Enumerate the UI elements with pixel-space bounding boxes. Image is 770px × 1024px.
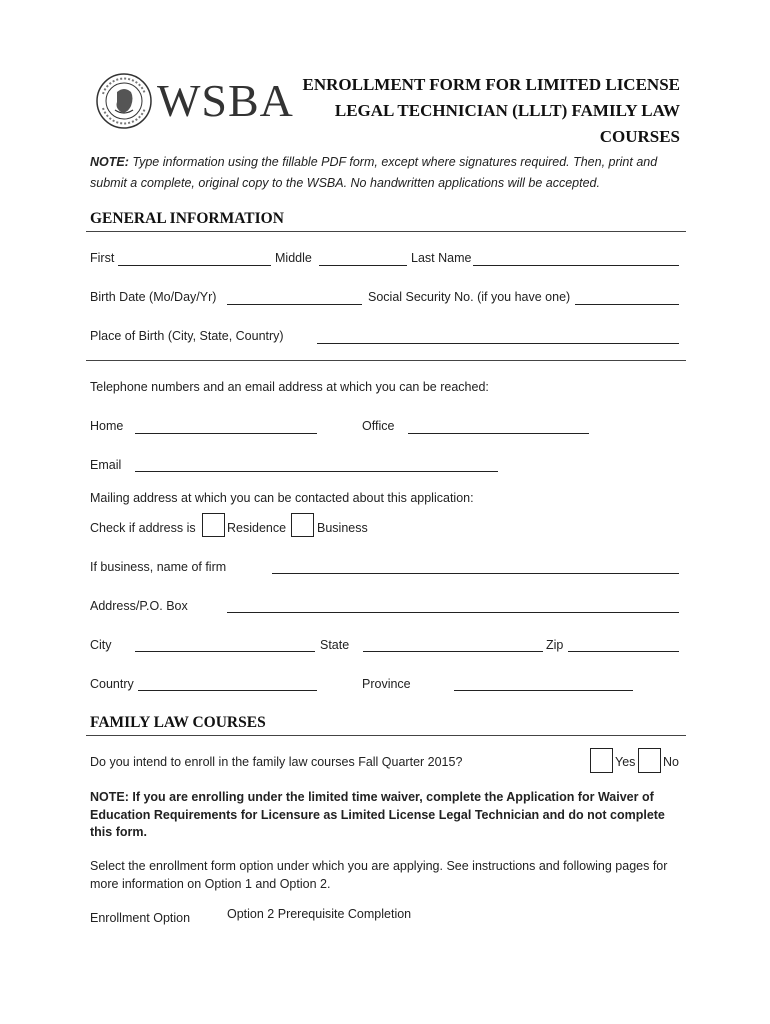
enrollment-option-select[interactable]: Option 2 Prerequisite Completion bbox=[227, 907, 412, 921]
residence-checkbox[interactable] bbox=[202, 513, 225, 537]
business-checkbox[interactable] bbox=[291, 513, 314, 537]
title-line-1: ENROLLMENT FORM FOR LIMITED LICENSE bbox=[302, 75, 680, 94]
enroll-question: Do you intend to enroll in the family law courses Fall Quarter 2015? bbox=[90, 755, 463, 769]
yes-label: Yes bbox=[615, 755, 636, 769]
form-title bbox=[260, 72, 680, 150]
country-label: Country bbox=[90, 677, 134, 691]
last-name-label: Last Name bbox=[411, 251, 472, 265]
note-prefix: NOTE: bbox=[90, 155, 129, 169]
residence-label: Residence bbox=[227, 521, 287, 535]
birth-date-field[interactable] bbox=[227, 304, 362, 305]
divider bbox=[86, 735, 686, 736]
last-name-field[interactable] bbox=[473, 265, 679, 266]
note-text: Type information using the fillable PDF form, except where signatures required. Then, print and submit a complete, original copy to the WSBA. No handwritten applications will be accepted. bbox=[90, 155, 658, 190]
city-field[interactable] bbox=[135, 651, 315, 652]
enrollment-option-label: Enrollment Option bbox=[90, 911, 191, 925]
logo-text: WSBA bbox=[157, 75, 294, 126]
middle-name-label: Middle bbox=[275, 251, 312, 265]
home-phone-field[interactable] bbox=[135, 433, 317, 434]
divider bbox=[86, 360, 686, 361]
country-field[interactable] bbox=[138, 690, 317, 691]
yes-checkbox[interactable] bbox=[590, 748, 613, 773]
no-checkbox[interactable] bbox=[638, 748, 661, 773]
province-label: Province bbox=[362, 677, 411, 691]
instructions-note bbox=[90, 152, 690, 194]
state-label: State bbox=[320, 638, 350, 652]
address-field[interactable] bbox=[227, 612, 679, 613]
no-label: No bbox=[663, 755, 679, 769]
wsba-seal-icon bbox=[95, 72, 153, 130]
business-label: Business bbox=[317, 521, 368, 535]
office-phone-label: Office bbox=[362, 419, 395, 433]
contact-intro: Telephone numbers and an email address at which you can be reached: bbox=[90, 380, 489, 394]
middle-name-field[interactable] bbox=[319, 265, 407, 266]
state-field[interactable] bbox=[363, 651, 543, 652]
email-field[interactable] bbox=[135, 471, 498, 472]
firm-name-label: If business, name of firm bbox=[90, 560, 227, 574]
zip-label: Zip bbox=[546, 638, 564, 652]
email-label: Email bbox=[90, 458, 122, 472]
divider bbox=[86, 231, 686, 232]
ssn-label: Social Security No. (if you have one) bbox=[368, 290, 571, 304]
ssn-field[interactable] bbox=[575, 304, 679, 305]
birth-date-label: Birth Date (Mo/Day/Yr) bbox=[90, 290, 217, 304]
first-name-field[interactable] bbox=[118, 265, 271, 266]
title-line-3: COURSES bbox=[599, 127, 680, 146]
birth-place-field[interactable] bbox=[317, 343, 679, 344]
address-label: Address/P.O. Box bbox=[90, 599, 188, 613]
zip-field[interactable] bbox=[568, 651, 679, 652]
birth-place-label: Place of Birth (City, State, Country) bbox=[90, 329, 284, 343]
city-label: City bbox=[90, 638, 112, 652]
mailing-intro: Mailing address at which you can be contacted about this application: bbox=[90, 491, 474, 505]
waiver-note: NOTE: If you are enrolling under the limited time waiver, complete the Application for Waiver of Education Requirements for Licensure as Limited License Legal Technician and do not complete this form. bbox=[90, 790, 665, 839]
firm-name-field[interactable] bbox=[272, 573, 679, 574]
first-name-label: First bbox=[90, 251, 115, 265]
option-instructions: Select the enrollment form option under which you are applying. See instructions and following pages for more information on Option 1 and Option 2. bbox=[90, 859, 668, 891]
general-information-heading: GENERAL INFORMATION bbox=[90, 210, 284, 227]
family-law-heading: FAMILY LAW COURSES bbox=[90, 714, 266, 731]
office-phone-field[interactable] bbox=[408, 433, 589, 434]
home-phone-label: Home bbox=[90, 419, 124, 433]
title-line-2: LEGAL TECHNICIAN (LLLT) FAMILY LAW bbox=[334, 101, 680, 120]
address-type-label: Check if address is bbox=[90, 521, 196, 535]
province-field[interactable] bbox=[454, 690, 633, 691]
